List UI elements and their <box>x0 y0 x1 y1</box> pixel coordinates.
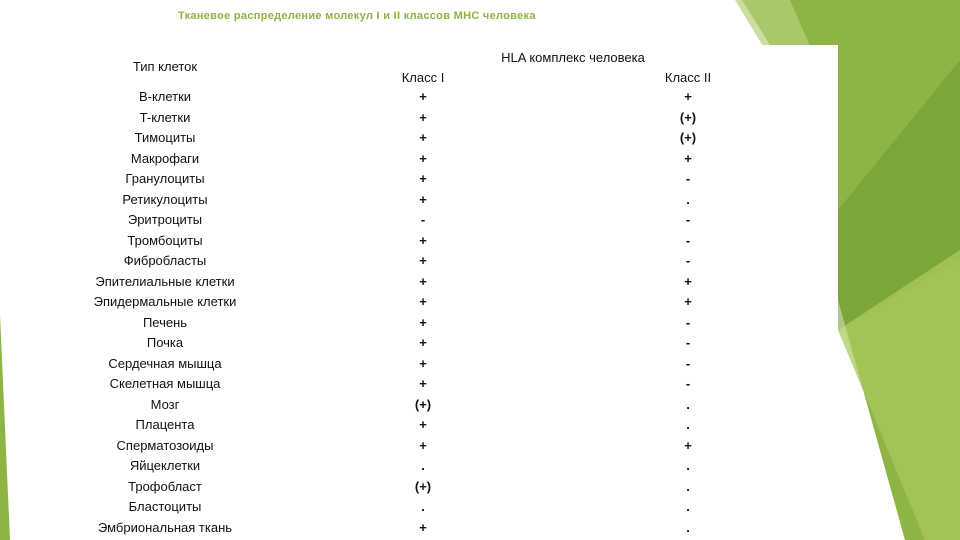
class-1-value: + <box>419 294 427 309</box>
table-row <box>22 89 838 110</box>
cell-type-name: Мозг <box>150 396 180 412</box>
class-2-value: - <box>685 376 691 391</box>
class-1-value: + <box>419 355 427 371</box>
table-row <box>22 233 838 254</box>
table-row <box>22 417 838 438</box>
class-2-value: . <box>686 191 690 207</box>
class-2-value: . <box>686 458 690 473</box>
class-2-value: - <box>685 232 691 248</box>
header-class-1: Класс I <box>401 70 445 85</box>
header-cell-type: Тип клеток <box>132 59 198 74</box>
class-1-value: (+) <box>414 396 432 412</box>
class-2-value: . <box>686 396 690 412</box>
cell-type-name: Тимоциты <box>134 130 196 145</box>
header-class-2: Класс II <box>664 70 712 85</box>
cell-type-name: Сперматозоиды <box>116 437 214 453</box>
cell-type-name: Бластоциты <box>128 499 202 514</box>
cell-type-name: Фибробласты <box>123 253 207 268</box>
cell-type-name: Почка <box>146 335 184 350</box>
table-row <box>22 458 838 479</box>
class-1-value: + <box>419 171 427 186</box>
class-2-value: + <box>684 294 692 309</box>
cell-type-name: Сердечная мышца <box>108 355 222 371</box>
table-row <box>22 520 838 540</box>
class-1-value: + <box>419 253 427 268</box>
table-row <box>22 192 838 213</box>
class-2-value: + <box>684 89 692 104</box>
class-1-value: + <box>419 273 427 289</box>
class-2-value: - <box>685 212 691 227</box>
class-2-value: - <box>685 253 691 268</box>
class-2-value: . <box>686 499 690 514</box>
cell-type-name: Печень <box>142 314 188 330</box>
left-edge-sliver <box>0 315 10 540</box>
class-1-value: + <box>419 191 427 207</box>
cell-type-name: Тромбоциты <box>127 232 203 248</box>
class-1-value: . <box>421 499 425 514</box>
class-2-value: - <box>685 355 691 371</box>
table-row <box>22 110 838 131</box>
table-row <box>22 479 838 500</box>
cell-type-name: Яйцеклетки <box>129 458 201 473</box>
cell-type-name: Трофобласт <box>128 478 202 494</box>
table-row <box>22 130 838 151</box>
table-row <box>22 315 838 336</box>
table-row <box>22 356 838 377</box>
class-1-value: + <box>419 437 427 453</box>
class-1-value: - <box>420 212 426 227</box>
table-row <box>22 212 838 233</box>
class-2-value: (+) <box>679 130 697 145</box>
cell-type-name: Эпидермальные клетки <box>93 294 237 309</box>
class-2-value: - <box>685 171 691 186</box>
class-2-value: (+) <box>679 109 697 125</box>
class-1-value: + <box>419 232 427 248</box>
class-2-value: - <box>685 335 691 350</box>
class-1-value: + <box>419 89 427 104</box>
cell-type-name: Эмбриональная ткань <box>97 519 233 535</box>
class-2-value: . <box>686 417 690 432</box>
table-panel <box>22 45 838 540</box>
class-1-value: + <box>419 417 427 432</box>
class-2-value: + <box>684 273 692 289</box>
cell-type-name: Эритроциты <box>127 212 203 227</box>
table-row <box>22 438 838 459</box>
class-1-value: + <box>419 376 427 391</box>
table-row <box>22 499 838 520</box>
class-1-value: + <box>419 314 427 330</box>
table-row <box>22 274 838 295</box>
cell-type-name: Ретикулоциты <box>122 191 208 207</box>
header-hla-complex: HLA комплекс человека <box>501 50 645 65</box>
table-row <box>22 253 838 274</box>
class-1-value: . <box>421 458 425 473</box>
class-2-value: . <box>686 478 690 494</box>
table-row <box>22 171 838 192</box>
class-1-value: (+) <box>414 478 432 494</box>
cell-type-name: Плацента <box>135 417 195 432</box>
cell-type-name: Гранулоциты <box>125 171 205 186</box>
cell-type-name: T-клетки <box>139 109 191 125</box>
table-row <box>22 376 838 397</box>
cell-type-name: Скелетная мышца <box>109 376 221 391</box>
class-1-value: + <box>419 109 427 125</box>
cell-type-name: Эпителиальные клетки <box>95 273 235 289</box>
class-2-value: . <box>686 519 690 535</box>
class-1-value: + <box>419 335 427 350</box>
table-row <box>22 294 838 315</box>
table-row <box>22 335 838 356</box>
class-1-value: + <box>419 519 427 535</box>
class-2-value: + <box>684 437 692 453</box>
class-2-value: - <box>685 314 691 330</box>
cell-type-name: Макрофаги <box>130 150 200 166</box>
class-1-value: + <box>419 150 427 166</box>
slide-title: Тканевое распределение молекул I и II классов MHC человека <box>178 10 536 22</box>
class-2-value: + <box>684 150 692 166</box>
table-row <box>22 151 838 172</box>
table-row <box>22 397 838 418</box>
class-1-value: + <box>419 130 427 145</box>
cell-type-name: B-клетки <box>138 89 192 104</box>
